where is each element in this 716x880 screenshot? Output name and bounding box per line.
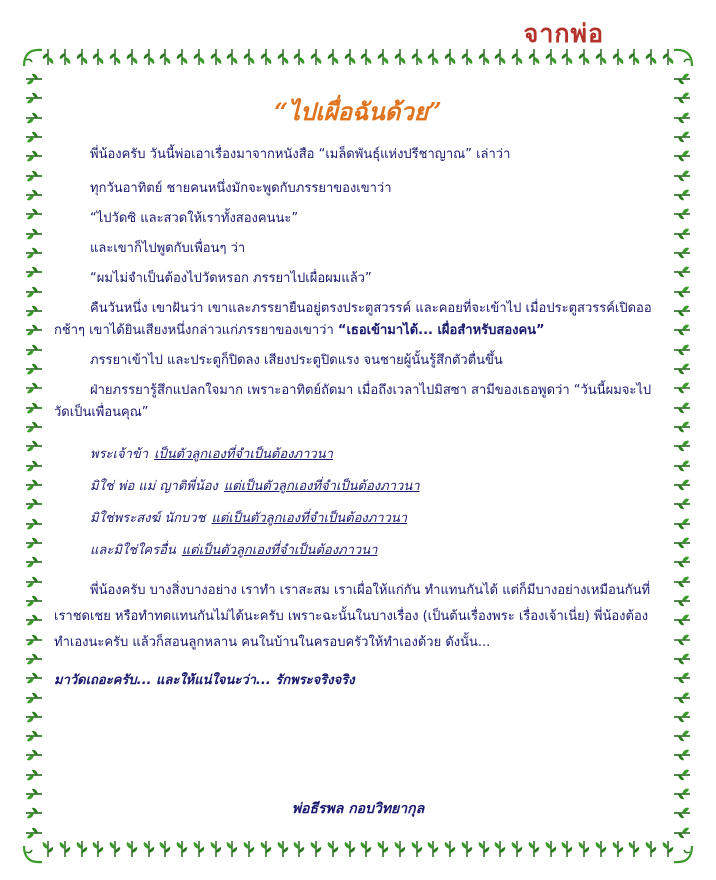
leaf-sprig-icon (342, 840, 358, 858)
poem-tail: แต่เป็นตัวลูกเองที่จำเป็นต้องภาวนา (223, 479, 420, 494)
leaf-sprig-icon (191, 840, 207, 858)
leaf-sprig-icon (157, 840, 173, 858)
leaf-sprig-icon (25, 245, 43, 261)
leaf-sprig-icon (25, 226, 43, 242)
leaf-sprig-icon (208, 48, 224, 66)
leaf-sprig-icon (543, 48, 559, 66)
leaf-sprig-icon (25, 342, 43, 358)
story-line: “ไปวัดซิ และสวดให้เราทั้งสองคนนะ” (90, 211, 299, 226)
leaf-sprig-icon (25, 747, 43, 763)
leaf-sprig-icon (626, 840, 642, 858)
leaf-sprig-icon (673, 148, 691, 164)
leaf-sprig-icon (673, 400, 691, 416)
leaf-sprig-icon (492, 840, 508, 858)
leaf-sprig-icon (241, 48, 257, 66)
leaf-sprig-icon (107, 840, 123, 858)
leaf-sprig-icon (208, 840, 224, 858)
leaf-sprig-icon (25, 458, 43, 474)
leaf-sprig-icon (25, 187, 43, 203)
leaf-sprig-icon (459, 840, 475, 858)
leaf-sprig-icon (673, 574, 691, 590)
poem-lead: พระเจ้าข้า (90, 447, 149, 462)
leaf-sprig-icon (25, 496, 43, 512)
leaf-sprig-icon (673, 554, 691, 570)
leaf-sprig-icon (25, 516, 43, 532)
leaf-sprig-icon (74, 48, 90, 66)
dream-text: คืนวันหนึ่ง เขาฝันว่า เขาและภรรยายืนอยู่ตรงประตูสวรรค์ และคอยที่จะเข้าไป เมื่อประตูสวรรค์เปิดออกช้าๆ เขาได้ยินเสียงหนึ่งกล่าวแก่ภรรยาของเขาว่า (54, 301, 652, 338)
leaf-sprig-icon (673, 187, 691, 203)
leaf-sprig-icon (392, 48, 408, 66)
leaf-sprig-icon (25, 264, 43, 280)
poem-line (54, 508, 652, 530)
border-top (40, 48, 676, 72)
leaf-sprig-icon (576, 840, 592, 858)
leaf-sprig-icon (610, 48, 626, 66)
leaf-sprig-icon (141, 48, 157, 66)
leaf-sprig-icon (25, 535, 43, 551)
leaf-sprig-icon (673, 342, 691, 358)
leaf-sprig-icon (509, 48, 525, 66)
leaf-sprig-icon (25, 690, 43, 706)
poem-tail: เป็นตัวลูกเองที่จำเป็นต้องภาวนา (154, 447, 333, 462)
leaf-sprig-icon (124, 48, 140, 66)
poem-lead: มิใช่ พ่อ แม่ ญาติพี่น้อง (90, 479, 218, 494)
leaf-sprig-icon (275, 48, 291, 66)
leaf-sprig-icon (425, 840, 441, 858)
leaf-sprig-icon (74, 840, 90, 858)
dream-quote: “เธอเข้ามาได้... เผื่อสำหรับสองคน” (337, 323, 545, 338)
leaf-sprig-icon (459, 48, 475, 66)
leaf-sprig-icon (291, 48, 307, 66)
leaf-sprig-icon (673, 419, 691, 435)
leaf-sprig-icon (425, 48, 441, 66)
leaf-sprig-icon (673, 458, 691, 474)
leaf-sprig-icon (25, 361, 43, 377)
leaf-sprig-icon (25, 148, 43, 164)
leaf-sprig-icon (673, 380, 691, 396)
leaf-sprig-icon (25, 400, 43, 416)
leaf-sprig-icon (643, 48, 659, 66)
leaf-sprig-icon (673, 747, 691, 763)
leaf-sprig-icon (442, 48, 458, 66)
leaf-sprig-icon (325, 840, 341, 858)
leaf-sprig-icon (559, 48, 575, 66)
story-title: “ไปเผื่อฉันด้วย” (274, 97, 442, 126)
story-line: ทุกวันอาทิตย์ ชายคนหนึ่งมักจะพูดกับภรรยาของเขาว่า (90, 181, 392, 196)
leaf-sprig-icon (258, 840, 274, 858)
leaf-sprig-icon (673, 226, 691, 242)
leaf-sprig-icon (25, 709, 43, 725)
leaf-sprig-icon (409, 840, 425, 858)
leaf-sprig-icon (308, 48, 324, 66)
leaf-sprig-icon (25, 574, 43, 590)
leaf-sprig-icon (673, 245, 691, 261)
leaf-sprig-icon (673, 264, 691, 280)
leaf-sprig-icon (25, 612, 43, 628)
leaf-sprig-icon (25, 303, 43, 319)
wife-paragraph: ฝ่ายภรรยารู้สึกแปลกใจมาก เพราะอาทิตย์ถัดมา เมื่อถึงเวลาไปมิสซา สามีของเธอพูดว่า “วันนี้ผมจะไปวัดเป็นเพื่อนคุณ” (54, 383, 652, 420)
leaf-sprig-icon (57, 840, 73, 858)
leaf-sprig-icon (593, 48, 609, 66)
leaf-sprig-icon (375, 840, 391, 858)
leaf-sprig-icon (25, 477, 43, 493)
leaf-sprig-icon (643, 840, 659, 858)
leaf-sprig-icon (660, 48, 676, 66)
leaf-sprig-icon (241, 840, 257, 858)
leaf-sprig-icon (660, 840, 676, 858)
leaf-sprig-icon (25, 438, 43, 454)
leaf-sprig-icon (476, 840, 492, 858)
leaf-sprig-icon (25, 825, 43, 841)
leaf-sprig-icon (559, 840, 575, 858)
leaf-sprig-icon (673, 593, 691, 609)
leaf-sprig-icon (258, 48, 274, 66)
poem-block (54, 444, 652, 562)
leaf-sprig-icon (673, 284, 691, 300)
leaf-sprig-icon (90, 48, 106, 66)
poem-lead: มิใช่พระสงฆ์ นักบวช (90, 511, 206, 526)
leaf-sprig-icon (57, 48, 73, 66)
leaf-sprig-icon (174, 840, 190, 858)
leaf-sprig-icon (673, 825, 691, 841)
poem-line (54, 476, 652, 498)
story-line: และเขาก็ไปพูดกับเพื่อนๆ ว่า (90, 241, 246, 256)
leaf-sprig-icon (224, 48, 240, 66)
leaf-sprig-icon (509, 840, 525, 858)
leaf-sprig-icon (342, 48, 358, 66)
leaf-sprig-icon (358, 840, 374, 858)
story-body (54, 88, 652, 692)
poem-lead: และมิใช่ใครอื่น (90, 543, 176, 558)
leaf-sprig-icon (673, 767, 691, 783)
leaf-sprig-icon (492, 48, 508, 66)
leaf-sprig-icon (25, 651, 43, 667)
leaf-sprig-icon (626, 48, 642, 66)
leaf-sprig-icon (673, 516, 691, 532)
leaf-sprig-icon (543, 840, 559, 858)
leaf-sprig-icon (107, 48, 123, 66)
leaf-sprig-icon (90, 840, 106, 858)
leaf-sprig-icon (593, 840, 609, 858)
leaf-sprig-icon (25, 593, 43, 609)
leaf-sprig-icon (673, 322, 691, 338)
leaf-sprig-icon (673, 709, 691, 725)
reflection-paragraph: พี่น้องครับ บางสิ่งบางอย่าง เราทำ เราสะสม เราเผื่อให้แก่กัน ทำแทนกันได้ แต่ก็มีบางอย่างเหมือนกันที่เราชดเชย หรือทำทดแทนกันไม่ได้นะครับ เพราะฉะนั้นในบางเรื่อง (เป็นต้นเรื่องพระ เรื่องเจ้าเนี่ย) พี่น้องต้องทำเองนะครับ แล้วก็สอนลูกหลาน คนในบ้านในครอบครัวให้ทำเองด้วย ดังนั้น... (54, 583, 651, 650)
leaf-sprig-icon (409, 48, 425, 66)
leaf-sprig-icon (576, 48, 592, 66)
leaf-sprig-icon (308, 840, 324, 858)
leaf-sprig-icon (40, 840, 56, 858)
leaf-sprig-icon (392, 840, 408, 858)
leaf-sprig-icon (526, 840, 542, 858)
leaf-sprig-icon (673, 632, 691, 648)
leaf-sprig-icon (673, 168, 691, 184)
header-title: จากพ่อ (523, 19, 604, 48)
poem-tail: แต่เป็นตัวลูกเองที่จำเป็นต้องภาวนา (181, 543, 378, 558)
border-left (22, 70, 46, 842)
leaf-sprig-icon (40, 48, 56, 66)
door-paragraph: ภรรยาเข้าไป และประตูก็ปิดลง เสียงประตูปิดแรง จนชายผู้นั้นรู้สึกตัวตื่นขึ้น (90, 353, 503, 368)
leaf-sprig-icon (673, 670, 691, 686)
leaf-sprig-icon (375, 48, 391, 66)
leaf-sprig-icon (673, 612, 691, 628)
leaf-sprig-icon (291, 840, 307, 858)
leaf-sprig-icon (673, 496, 691, 512)
leaf-sprig-icon (25, 206, 43, 222)
leaf-sprig-icon (191, 48, 207, 66)
border-bottom (40, 840, 676, 864)
leaf-sprig-icon (673, 728, 691, 744)
dream-paragraph (54, 298, 652, 342)
leaf-sprig-icon (25, 129, 43, 145)
leaf-sprig-icon (673, 690, 691, 706)
poem-line (54, 444, 652, 466)
leaf-sprig-icon (673, 71, 691, 87)
leaf-sprig-icon (673, 303, 691, 319)
leaf-sprig-icon (25, 168, 43, 184)
leaf-sprig-icon (442, 840, 458, 858)
leaf-sprig-icon (25, 728, 43, 744)
leaf-sprig-icon (25, 767, 43, 783)
poem-line (54, 540, 652, 562)
intro-paragraph: พี่น้องครับ วันนี้พ่อเอาเรื่องมาจากหนังสือ “เมล็ดพันธุ์แห่งปรีชาญาณ” เล่าว่า (90, 147, 511, 162)
leaf-sprig-icon (358, 48, 374, 66)
poem-tail: แต่เป็นตัวลูกเองที่จำเป็นต้องภาวนา (211, 511, 408, 526)
border-right (670, 70, 694, 842)
leaf-sprig-icon (325, 48, 341, 66)
leaf-sprig-icon (673, 535, 691, 551)
leaf-sprig-icon (673, 361, 691, 377)
closing-line: มาวัดเถอะครับ... และให้แน่ใจนะว่า... รักพระจริงจริง (54, 673, 355, 688)
leaf-sprig-icon (25, 554, 43, 570)
leaf-sprig-icon (141, 840, 157, 858)
story-line: “ผมไม่จำเป็นต้องไปวัดหรอก ภรรยาไปเผื่อผมแล้ว” (90, 271, 372, 286)
leaf-sprig-icon (673, 651, 691, 667)
leaf-sprig-icon (275, 840, 291, 858)
leaf-sprig-icon (25, 284, 43, 300)
leaf-sprig-icon (673, 438, 691, 454)
leaf-sprig-icon (124, 840, 140, 858)
leaf-sprig-icon (224, 840, 240, 858)
leaf-sprig-icon (25, 71, 43, 87)
leaf-sprig-icon (673, 129, 691, 145)
leaf-sprig-icon (25, 632, 43, 648)
leaf-sprig-icon (673, 206, 691, 222)
leaf-sprig-icon (526, 48, 542, 66)
leaf-sprig-icon (25, 419, 43, 435)
leaf-sprig-icon (157, 48, 173, 66)
leaf-sprig-icon (610, 840, 626, 858)
signature: พ่อธีรพล กอบวิทยากุล (291, 801, 425, 817)
leaf-sprig-icon (25, 380, 43, 396)
leaf-sprig-icon (476, 48, 492, 66)
leaf-sprig-icon (25, 322, 43, 338)
leaf-sprig-icon (25, 670, 43, 686)
leaf-sprig-icon (673, 477, 691, 493)
leaf-sprig-icon (174, 48, 190, 66)
